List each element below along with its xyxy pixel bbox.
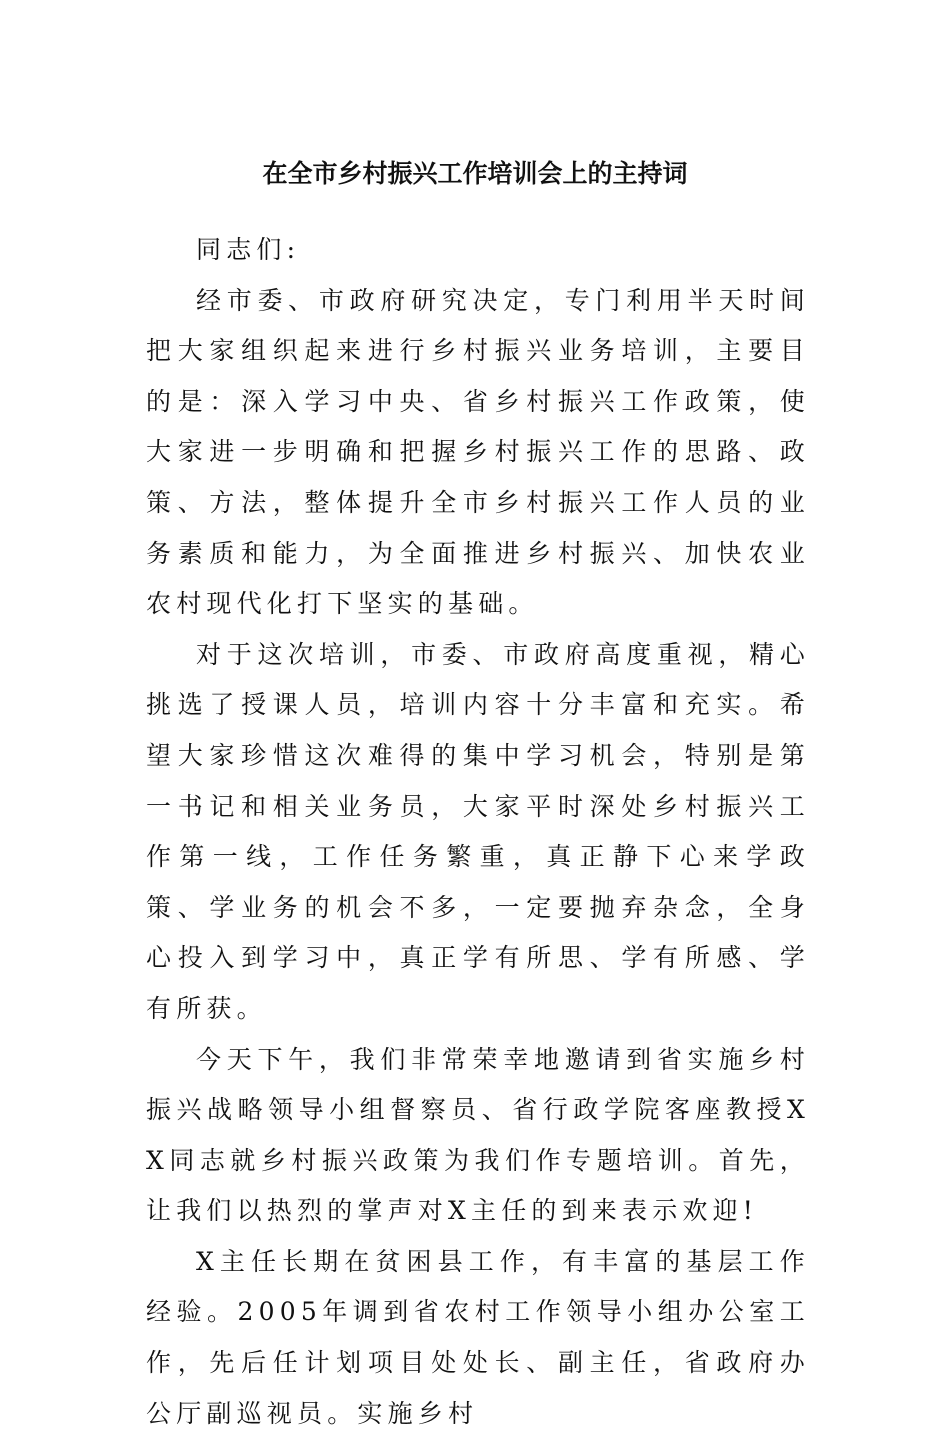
document-title: 在全市乡村振兴工作培训会上的主持词 — [262, 159, 688, 188]
paragraph: 经市委、市政府研究决定，专门利用半天时间把大家组织起来进行乡村振兴业务培训，主要目的是：深入学习中央、省乡村振兴工作政策，使大家进一步明确和把握乡村振兴工作的思路、政策、方法，整体提升全市乡村振兴工作人员的业务素质和能力，为全面推进乡村振兴、加快农业农村现代化打下坚实的基础。 — [146, 285, 810, 619]
document-body — [146, 225, 810, 1439]
paragraph: 今天下午，我们非常荣幸地邀请到省实施乡村振兴战略领导小组督察员、省行政学院客座教授XX同志就乡村振兴政策为我们作专题培训。首先，让我们以热烈的掌声对X主任的到来表示欢迎! — [146, 1044, 810, 1226]
paragraph-greeting: 同志们: — [196, 235, 301, 264]
paragraph: X主任长期在贫困县工作，有丰富的基层工作经验。2005年调到省农村工作领导小组办公室工作，先后任计划项目处处长、副主任，省政府办公厅副巡视员。实施乡村 — [146, 1246, 810, 1428]
paragraph: 对于这次培训，市委、市政府高度重视，精心挑选了授课人员，培训内容十分丰富和充实。希望大家珍惜这次难得的集中学习机会，特别是第一书记和相关业务员，大家平时深处乡村振兴工作第一线，工作任务繁重，真正静下心来学政策、学业务的机会不多，一定要抛弃杂念，全身心投入到学习中，真正学有所思、学有所感、学有所获。 — [146, 639, 810, 1023]
